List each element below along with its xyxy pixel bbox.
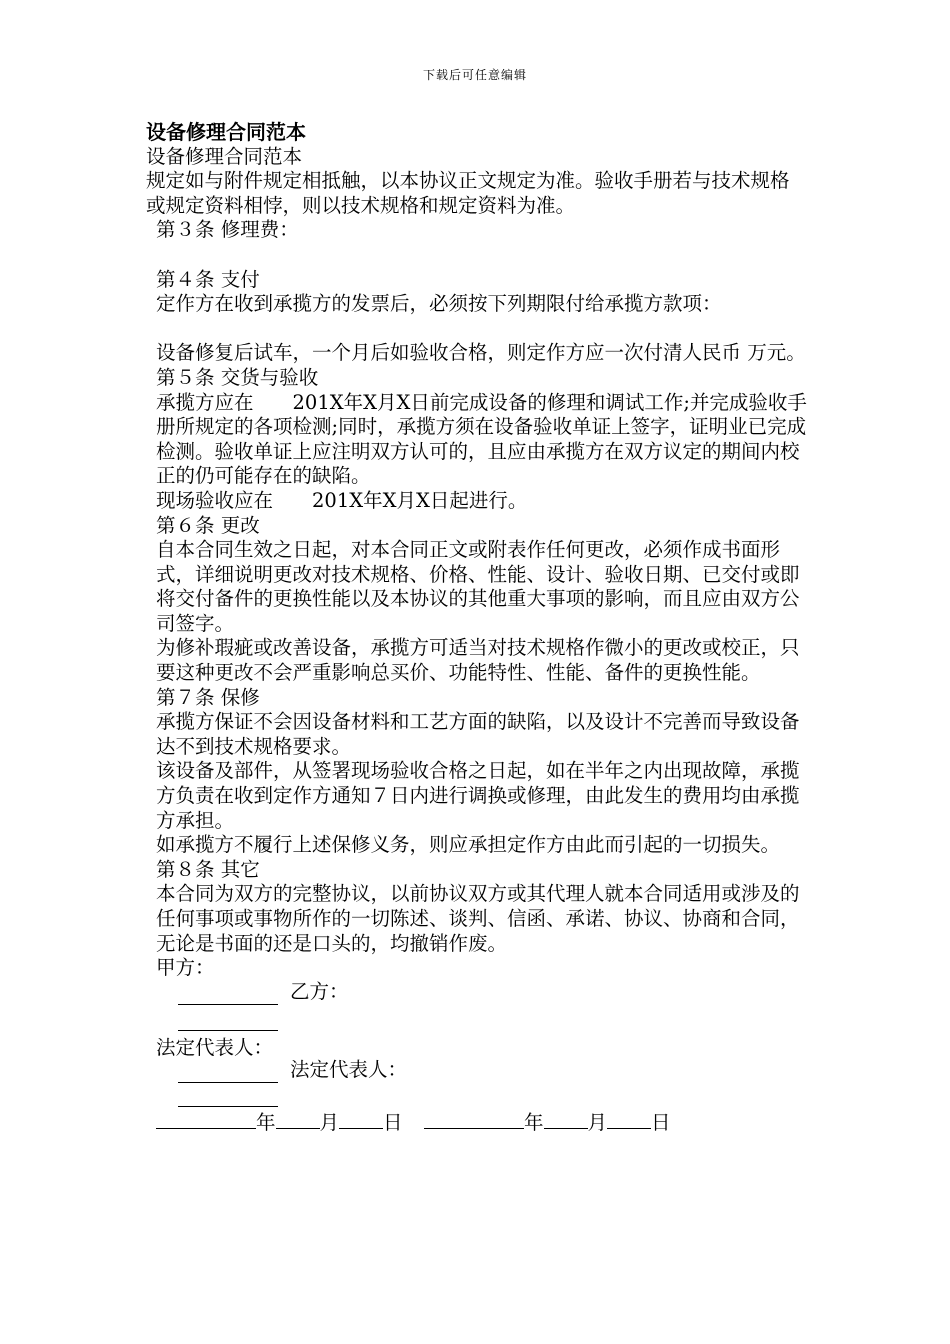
- page-header: 下载后可任意编辑: [422, 68, 527, 82]
- paragraph-site-acceptance: 现场验收应在 201X年X月X日起进行。: [156, 488, 528, 512]
- representative-a-label: 法定代表人：: [156, 1036, 274, 1060]
- document-subtitle: 设备修理合同范本: [146, 144, 303, 168]
- article-8-heading: 第８条 其它: [156, 857, 260, 881]
- article-7-heading: 第７条 保修: [156, 685, 260, 709]
- date-b-day-line: [607, 1108, 651, 1129]
- date-b-month-line: [544, 1108, 588, 1129]
- date-b-year-label: 年: [524, 1111, 544, 1135]
- paragraph-payment-amount: 设备修复后试车，一个月后如验收合格，则定作方应一次付清人民币 万元。: [156, 341, 806, 365]
- document-title: 设备修理合同范本: [146, 120, 306, 144]
- party-a-signature-line: [178, 984, 278, 1005]
- party-b-signature-line: [178, 1010, 278, 1031]
- date-a-month-line: [276, 1108, 320, 1129]
- date-a: [156, 1108, 403, 1136]
- paragraph-precedence: 规定如与附件规定相抵触，以本协议正文规定为准。验收手册若与技术规格或规定资料相悖，则以技术规格和规定资料为准。: [146, 169, 790, 217]
- representative-b-signature-line: [178, 1086, 278, 1107]
- representative-a-signature-line: [178, 1062, 278, 1083]
- paragraph-delivery: 承揽方应在 201X年X月X日前完成设备的修理和调试工作;并完成验收手册所规定的各项检测;同时，承揽方须在设备验收单证上签字，证明业已完成检测。验收单证上应注明双方认可的，且应由承揽方在双方议定的期间内校正的仍可能存在的缺陷。: [156, 390, 807, 488]
- article-6-heading: 第６条 更改: [156, 513, 260, 537]
- party-b-label: 乙方：: [290, 980, 349, 1004]
- date-a-year-line: [156, 1108, 256, 1129]
- date-a-year-label: 年: [256, 1111, 276, 1135]
- date-b: [424, 1108, 671, 1136]
- paragraph-warranty: 承揽方保证不会因设备材料和工艺方面的缺陷，以及设计不完善而导致设备达不到技术规格要求。: [156, 710, 800, 758]
- date-a-day-label: 日: [383, 1111, 403, 1135]
- date-b-month-label: 月: [587, 1111, 608, 1135]
- paragraph-warranty-breach: 如承揽方不履行上述保修义务，则应承担定作方由此而引起的一切损失。: [156, 833, 781, 857]
- date-b-day-label: 日: [651, 1111, 671, 1135]
- date-b-year-line: [424, 1108, 524, 1129]
- paragraph-minor-change: 为修补瑕疵或改善设备，承揽方可适当对技术规格作微小的更改或校正，只要这种更改不会严重影响总买价、功能特性、性能、备件的更换性能。: [156, 636, 800, 685]
- document-body: [146, 120, 808, 1226]
- article-4-heading: 第４条 支付: [156, 267, 260, 291]
- paragraph-payment-terms: 定作方在收到承揽方的发票后，必须按下列期限付给承揽方款项：: [156, 292, 722, 316]
- paragraph-amendment: 自本合同生效之日起，对本合同正文或附表作任何更改，必须作成书面形式，详细说明更改对技术规格、价格、性能、设计、验收日期、已交付或即将交付备件的更换性能以及本协议的其他重大事项的影响，而且应由双方公司签字。: [156, 538, 800, 635]
- party-a-label: 甲方：: [156, 956, 215, 980]
- article-5-heading: 第５条 交货与验收: [156, 365, 319, 389]
- signature-block: [146, 956, 808, 1226]
- representative-b-label: 法定代表人：: [290, 1058, 408, 1082]
- date-a-day-line: [339, 1108, 383, 1129]
- date-a-month-label: 月: [319, 1111, 340, 1135]
- article-3-heading: 第３条 修理费：: [156, 218, 299, 242]
- paragraph-warranty-period: 该设备及部件，从签署现场验收合格之日起，如在半年之内出现故障，承揽方负责在收到定作方通知７日内进行调换或修理，由此发生的费用均由承揽方承担。: [156, 759, 800, 832]
- paragraph-entire-agreement: 本合同为双方的完整协议，以前协议双方或其代理人就本合同适用或涉及的任何事项或事物所作的一切陈述、谈判、信函、承诺、协议、协商和合同，无论是书面的还是口头的，均撤销作废。: [156, 882, 800, 955]
